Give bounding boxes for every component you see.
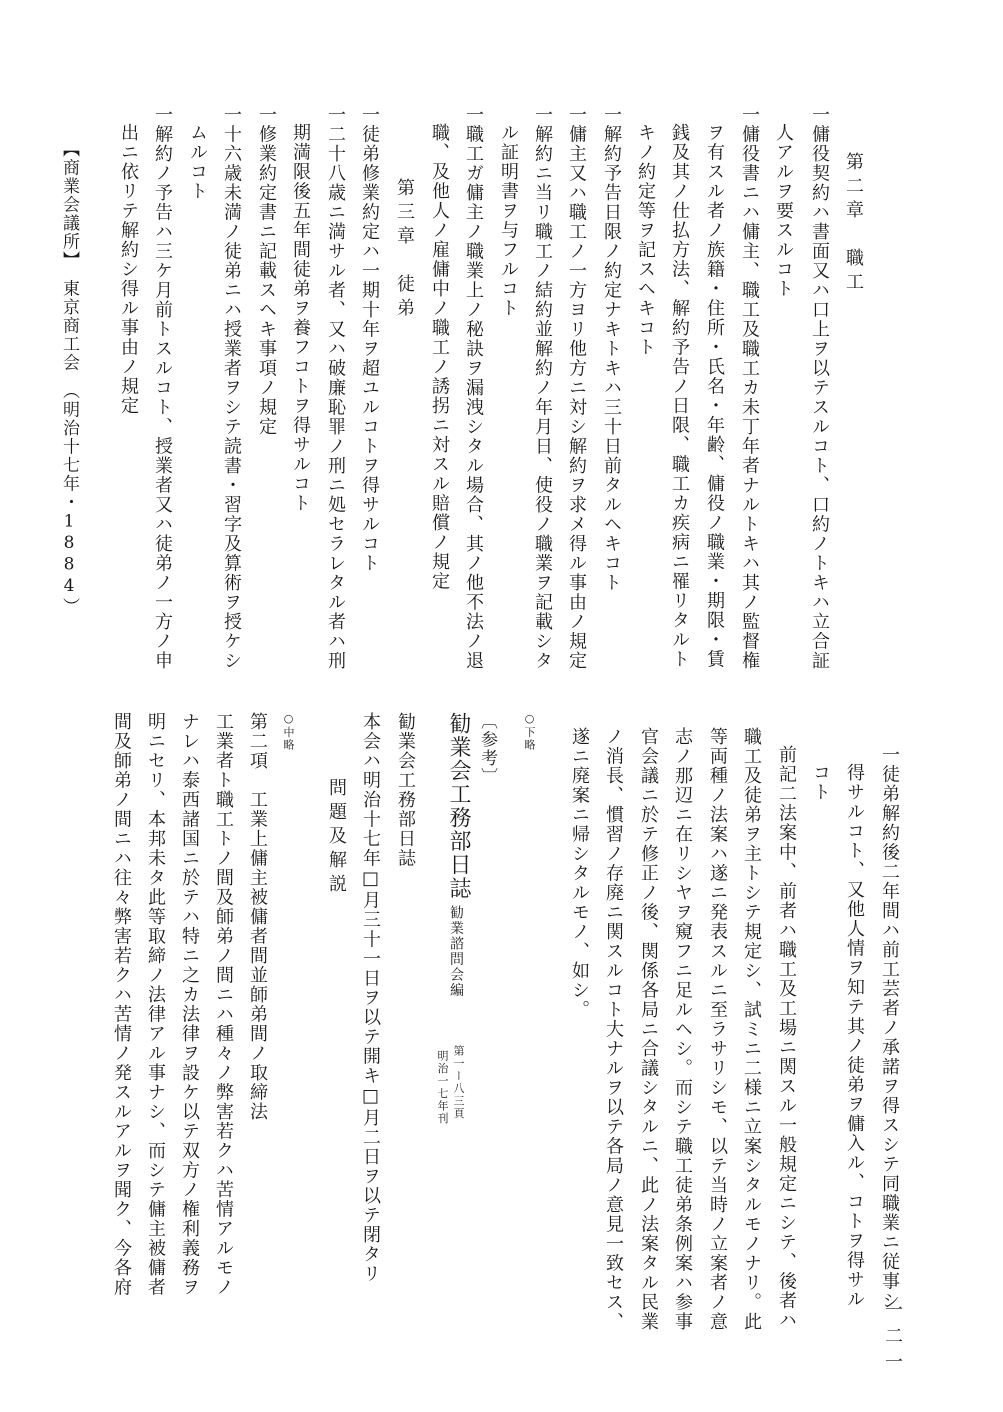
chapter2-title: 第二章 職工 — [843, 152, 864, 296]
top-line-8: 一傭主又ハ職工ノ一方ヨリ他方ニ対シ解約ヲ求メ得ル事由ノ規定 — [566, 105, 587, 671]
top-line-9: 一解約ニ当リ職工ノ結約並解約ノ年月日、使役ノ職業ヲ記載シタ — [532, 105, 553, 671]
top-line-4: ヲ有スル者ノ族籍・住所・氏名・年齢、傭役ノ職業・期限・賃 — [704, 123, 725, 669]
reference-compiler: 勧業諮問会編 — [448, 905, 464, 998]
top2-line-8: 出ニ依リテ解約シ得ル事由ノ規定 — [118, 123, 139, 416]
bottom-line-3: コト — [810, 763, 831, 802]
top-line-7: 一解約予告日限ノ約定ナキトキハ三十日前タルヘキコト — [601, 105, 622, 593]
reference-label: 〔参考〕 — [477, 712, 497, 786]
para-line-5: 官会議ニ於テ修正ノ後、関係各局ニ合議シタルニ、此ノ法案タル民業 — [638, 727, 659, 1332]
ryaku-note-1: ○下略 — [523, 712, 536, 752]
para-line-7: 遂ニ廃案ニ帰シタルモノ、如シ。 — [569, 727, 590, 1020]
para-line-3: 等両種ノ法案ハ遂ニ発表スルニ至ラサリシモ、以テ当時ノ立案者ノ意 — [707, 727, 728, 1332]
chapter3-title: 第三章 徒弟 — [394, 178, 415, 322]
item2-line-2: ナレハ泰西諸国ニ於テハ特ニ之カ法律ヲ設ケ以テ双方ノ権利義務ヲ — [179, 712, 200, 1297]
para-line-6: ノ消長、慣習ノ存廃ニ関スルコト大ナルヲ以テ各局ノ意見一致セス、 — [603, 727, 624, 1332]
top-line-5: 銭及其ノ仕払方法、解約予告ノ日限、職工カ疾病ニ罹リタルト — [669, 123, 690, 669]
reference-year: 明治一七年刊 — [436, 1050, 449, 1125]
item2-title: 第二項 工業上傭主被傭者間並師弟間ノ取締法 — [247, 712, 268, 1122]
top2-line-6: ムルコト — [187, 123, 208, 201]
mondai-heading: 問題及解説 — [326, 778, 347, 898]
item2-line-4: 間及師弟ノ間ニハ往々弊害若クハ苦情ノ発スルアルヲ聞ク、今各府 — [111, 712, 132, 1297]
top2-line-5: 一十六歳未満ノ徒弟ニハ授業者ヲシテ読書・習字及算術ヲ授ケシ — [221, 105, 242, 671]
top2-line-7: 一解約ノ予告ハ三ケ月前トスルコト、授業者又ハ徒弟ノ一方ノ申 — [152, 105, 173, 671]
top-line-6: キノ約定等ヲ記スヘキコト — [635, 123, 656, 357]
ryaku-note-2: ○中略 — [282, 712, 295, 752]
source-citation: 【商業会議所】 東京商工会 （明治十七年・1884） — [59, 140, 79, 616]
top-line-12: 職、及他人ノ雇傭中ノ職工ノ誘拐ニ対スル賠償ノ規定 — [429, 123, 450, 591]
top-line-3: 一傭役書ニハ傭主、職工及職工カ未丁年者ナルトキハ其ノ監督権 — [739, 105, 760, 671]
top-line-11: 一職工ガ傭主ノ職業上ノ秘訣ヲ漏洩シタル場合、其ノ他不法ノ退 — [463, 105, 484, 671]
top2-line-4: 一修業約定書ニ記載スヘキ事項ノ規定 — [256, 105, 277, 437]
para-line-4: 志ノ那辺ニ在リシヤヲ窺フニ足ルヘシ。而シテ職工徒弟条例案ハ参事 — [672, 727, 693, 1332]
top2-line-1: 一徒弟修業約定ハ一期十年ヲ超ユルコトヲ得サルコト — [359, 105, 380, 573]
top2-line-3: 期満限後五年間徒弟ヲ養フコトヲ得サルコト — [290, 123, 311, 513]
diary-title: 勧業会工務部日誌 — [395, 712, 416, 868]
top-line-10: ル証明書ヲ与フルコト — [498, 123, 519, 318]
item2-line-1: 工業者ト職工トノ間及師弟ノ間ニハ種々ノ弊害若クハ苦情アルモノ — [213, 712, 234, 1297]
para-line-2: 職工及徒弟ヲ主トシテ規定シ、試ミニ二様ニ立案シタルモノナリ。此 — [741, 727, 762, 1332]
para-line-1: 前記二法案中、前者ハ職工及工場ニ関スル一般規定ニシテ、後者ハ — [776, 745, 797, 1330]
bottom-line-1: 一徒弟解約後二年間ハ前工芸者ノ承諾ヲ得スシテ同職業ニ従事シ — [879, 745, 900, 1311]
top-line-1: 一傭役契約ハ書面又ハ口上ヲ以テスルコト、口約ノトキハ立合証 — [809, 105, 830, 671]
reference-title: 勧業会工務部日誌 — [446, 712, 471, 900]
item2-line-3: 明ニセリ、本邦未タ此等取締ノ法律アル事ナシ、而シテ傭主被傭者 — [145, 712, 166, 1297]
top-line-2: 人アルヲ要スルコト — [773, 123, 794, 299]
page-number: 一二一 — [882, 1300, 903, 1378]
top2-line-2: 一二十八歳ニ満サル者、又ハ破廉恥罪ノ刑ニ処セラレタル者ハ刑 — [325, 105, 346, 671]
diary-line: 本会ハ明治十七年□月三十一日ヲ以テ開キ□月二日ヲ以テ閉タリ — [360, 712, 381, 1284]
bottom-line-2: 得サルコト、又他人情ヲ知テ其ノ徒弟ヲ傭入ル、コトヲ得サル — [844, 763, 865, 1309]
reference-pages: 第一ー八三頁 — [452, 1045, 465, 1120]
